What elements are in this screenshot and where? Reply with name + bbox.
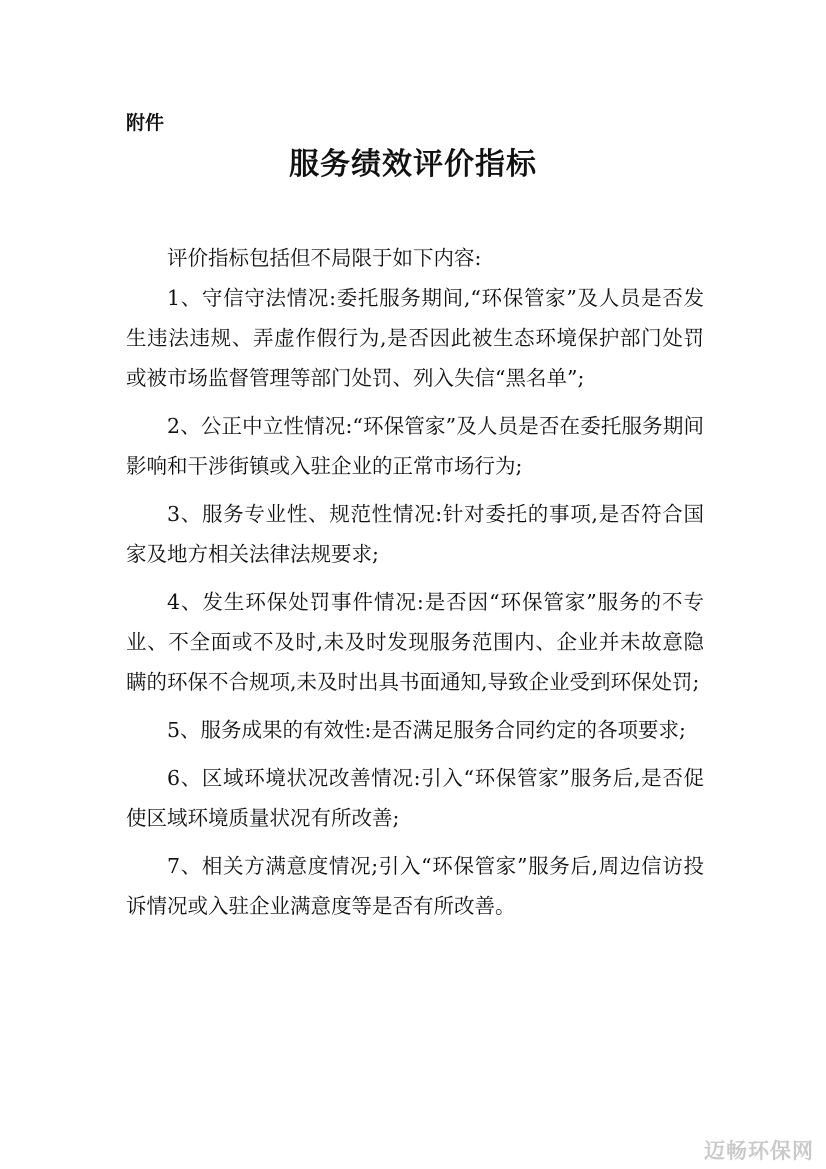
document-body: [126, 238, 704, 926]
criteria-item-6: 6、区域环境状况改善情况:引入“环保管家”服务后,是否促使区域环境质量状况有所改善;: [126, 766, 704, 830]
intro-paragraph: 评价指标包括但不局限于如下内容:: [167, 246, 482, 270]
criteria-item-5: 5、服务成果的有效性:是否满足服务合同约定的各项要求;: [167, 718, 686, 742]
watermark-logo: 迈畅环保网: [704, 1139, 814, 1163]
criteria-item-4: 4、发生环保处罚事件情况:是否因“环保管家”服务的不专业、不全面或不及时,未及时发现服务范围内、企业并未故意隐瞒的环保不合规项,未及时出具书面通知,导致企业受到环保处罚;: [126, 590, 704, 694]
attachment-label: 附件: [126, 112, 165, 134]
criteria-item-3: 3、服务专业性、规范性情况:针对委托的事项,是否符合国家及地方相关法律法规要求;: [126, 502, 704, 566]
criteria-item-1: 1、守信守法情况:委托服务期间,“环保管家”及人员是否发生违法违规、弄虚作假行为,是否因此被生态环境保护部门处罚或被市场监督管理等部门处罚、列入失信“黑名单”;: [126, 286, 704, 390]
criteria-item-7: 7、相关方满意度情况;引入“环保管家”服务后,周边信访投诉情况或入驻企业满意度等是否有所改善。: [126, 854, 704, 918]
criteria-item-2: 2、公正中立性情况:“环保管家”及人员是否在委托服务期间影响和干涉街镇或入驻企业的正常市场行为;: [126, 414, 704, 478]
document-title: 服务绩效评价指标: [289, 147, 537, 182]
